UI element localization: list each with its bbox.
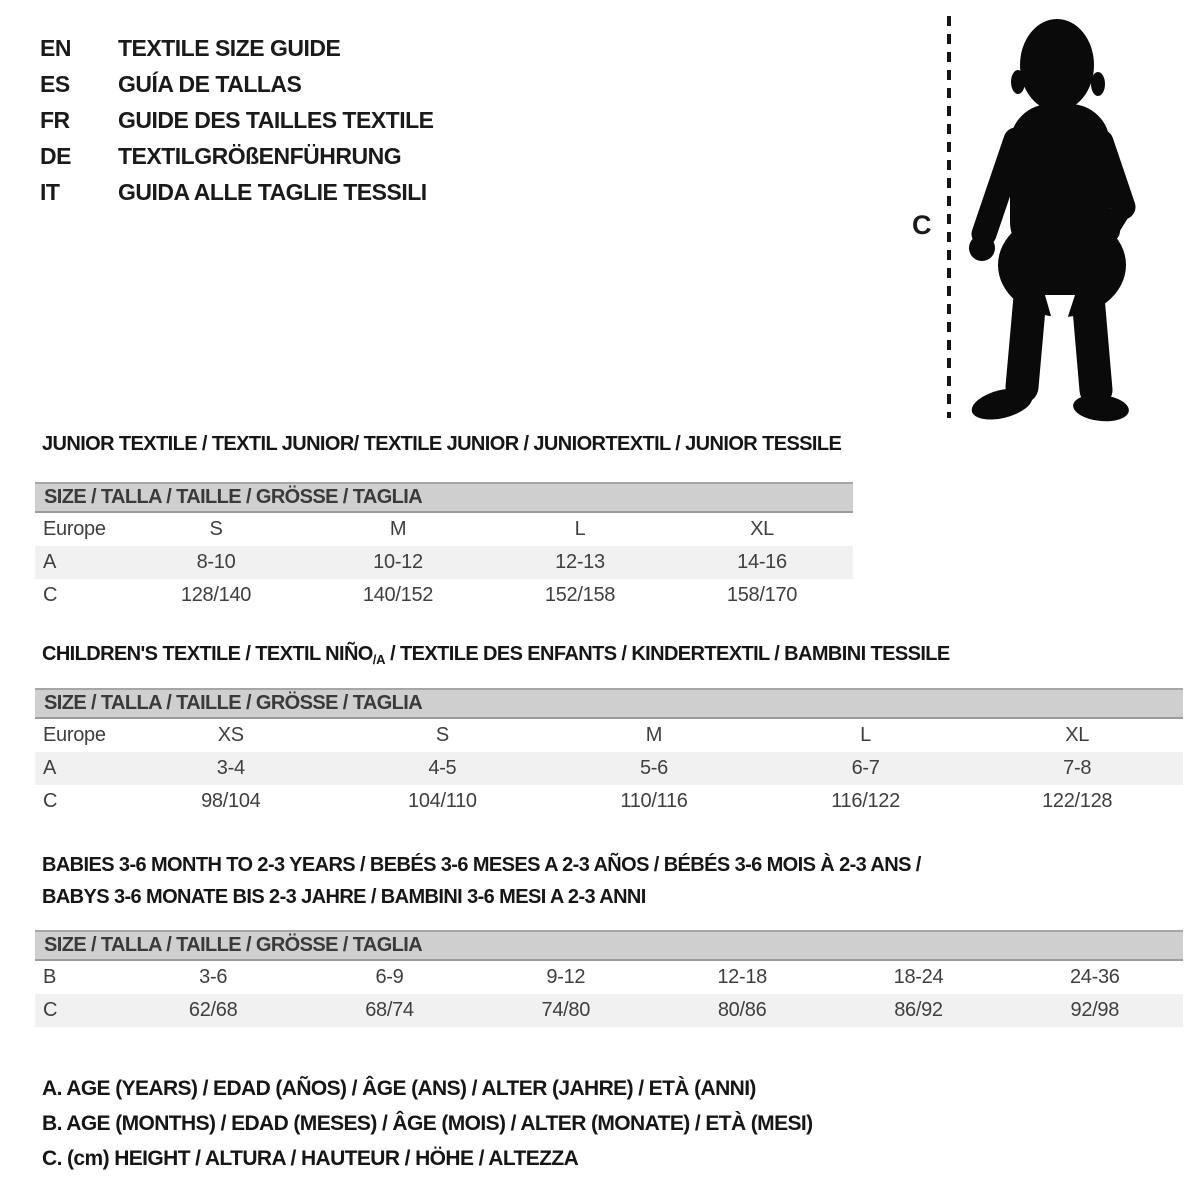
babies-section-title: [42, 849, 921, 913]
age-cell: 12-13: [555, 551, 605, 573]
size-cell: S: [435, 724, 449, 746]
age-cell: 6-7: [851, 757, 880, 779]
height-cell: 158/170: [726, 584, 798, 606]
lang-row-es: [40, 66, 434, 102]
row-label: B: [43, 966, 57, 988]
size-cell: XL: [1065, 724, 1090, 746]
footnote-b: B. AGE (MONTHS) / EDAD (MESES) / ÂGE (MOIS) / ALTER (MONATE) / ETÀ (MESI): [42, 1111, 813, 1135]
size-cell: S: [209, 518, 223, 540]
size-cell: XS: [217, 724, 244, 746]
height-cell: 74/80: [541, 999, 591, 1021]
children-title-pre: CHILDREN'S TEXTILE / TEXTIL NIÑO: [42, 643, 373, 665]
age-cell: 10-12: [373, 551, 423, 573]
size-cell: XL: [750, 518, 774, 540]
babies-title-line2: BABYS 3-6 MONATE BIS 2-3 JAHRE / BAMBINI 3-6 MESI A 2-3 ANNI: [42, 886, 646, 908]
lang-row-it: [40, 174, 434, 210]
table-row-height: [35, 579, 853, 612]
children-title-subscript: /A: [372, 652, 386, 667]
table-row-height: [35, 785, 1183, 818]
age-cell: 6-9: [375, 966, 404, 988]
table-row-age: [35, 752, 1183, 785]
row-label: C: [43, 790, 58, 812]
lang-code: DE: [40, 142, 71, 169]
lang-code: FR: [40, 106, 70, 133]
height-cell: 128/140: [180, 584, 252, 606]
lang-title: TEXTILE SIZE GUIDE: [118, 34, 341, 61]
row-label: Europe: [43, 724, 106, 746]
table-row-age: [35, 546, 853, 579]
age-cell: 12-18: [717, 966, 767, 988]
size-header-bar: SIZE / TALLA / TAILLE / GRÖSSE / TAGLIA: [35, 688, 1183, 719]
size-header-bar: SIZE / TALLA / TAILLE / GRÖSSE / TAGLIA: [35, 482, 853, 513]
height-cell: 92/98: [1070, 999, 1120, 1021]
lang-row-fr: [40, 102, 434, 138]
footnote-a: A. AGE (YEARS) / EDAD (AÑOS) / ÂGE (ANS) / ALTER (JAHRE) / ETÀ (ANNI): [42, 1076, 756, 1100]
row-label: C: [43, 999, 58, 1021]
table-row-age-months: [35, 961, 1183, 994]
row-label: C: [43, 584, 58, 606]
junior-size-table: [35, 482, 853, 612]
lang-row-de: [40, 138, 434, 174]
lang-code: IT: [40, 178, 60, 205]
height-cell: 140/152: [362, 584, 434, 606]
lang-title: TEXTILGRÖßENFÜHRUNG: [118, 142, 402, 169]
age-cell: 14-16: [737, 551, 787, 573]
table-row-europe: [35, 719, 1183, 752]
age-cell: 8-10: [196, 551, 236, 573]
babies-size-table: [35, 930, 1183, 1027]
age-cell: 18-24: [893, 966, 944, 988]
lang-code: EN: [40, 34, 71, 61]
height-measure-label: C: [912, 210, 932, 240]
size-header-bar: SIZE / TALLA / TAILLE / GRÖSSE / TAGLIA: [35, 930, 1183, 961]
size-cell: L: [860, 724, 871, 746]
children-title-post: / TEXTILE DES ENFANTS / KINDERTEXTIL / BAMBINI TESSILE: [385, 643, 950, 665]
size-cell: L: [574, 518, 586, 540]
children-size-table: [35, 688, 1183, 818]
lang-title: GUIDE DES TAILLES TEXTILE: [118, 106, 434, 133]
age-cell: 5-6: [639, 757, 668, 779]
height-cell: 62/68: [188, 999, 238, 1021]
age-cell: 7-8: [1063, 757, 1092, 779]
height-cell: 86/92: [894, 999, 943, 1021]
lang-title: GUÍA DE TALLAS: [118, 70, 302, 97]
height-cell: 98/104: [201, 790, 261, 812]
babies-title-line1: BABIES 3-6 MONTH TO 2-3 YEARS / BEBÉS 3-6 MESES A 2-3 AÑOS / BÉBÉS 3-6 MOIS À 2-3 ANS /: [42, 854, 921, 876]
height-cell: 110/116: [620, 790, 688, 812]
language-title-list: [40, 30, 434, 210]
height-cell: 104/110: [408, 790, 477, 812]
height-cell: 68/74: [365, 999, 414, 1021]
toddler-silhouette-icon: [958, 12, 1143, 422]
children-section-title: [42, 643, 950, 667]
age-cell: 3-4: [216, 757, 245, 779]
height-dashed-line-icon: [945, 14, 953, 420]
row-label: Europe: [43, 518, 106, 540]
height-cell: 122/128: [1042, 790, 1113, 812]
table-row-height: [35, 994, 1183, 1027]
height-cell: 152/158: [544, 584, 616, 606]
age-cell: 9-12: [546, 966, 586, 988]
age-cell: 24-36: [1069, 966, 1120, 988]
table-row-europe: [35, 513, 853, 546]
footnote-c: C. (cm) HEIGHT / ALTURA / HAUTEUR / HÖHE / ALTEZZA: [42, 1146, 579, 1170]
size-cell: M: [389, 518, 407, 540]
age-cell: 3-6: [199, 966, 228, 988]
lang-row-en: [40, 30, 434, 66]
junior-section-title: JUNIOR TEXTILE / TEXTIL JUNIOR/ TEXTILE JUNIOR / JUNIORTEXTIL / JUNIOR TESSILE: [42, 433, 842, 455]
lang-title: GUIDA ALLE TAGLIE TESSILI: [118, 178, 427, 205]
lang-code: ES: [40, 70, 70, 97]
height-cell: 116/122: [831, 790, 900, 812]
row-label: A: [43, 551, 57, 573]
age-cell: 4-5: [428, 757, 457, 779]
footnote-legend: [42, 1071, 813, 1176]
size-cell: M: [645, 724, 663, 746]
height-cell: 80/86: [717, 999, 767, 1021]
row-label: A: [43, 757, 57, 779]
